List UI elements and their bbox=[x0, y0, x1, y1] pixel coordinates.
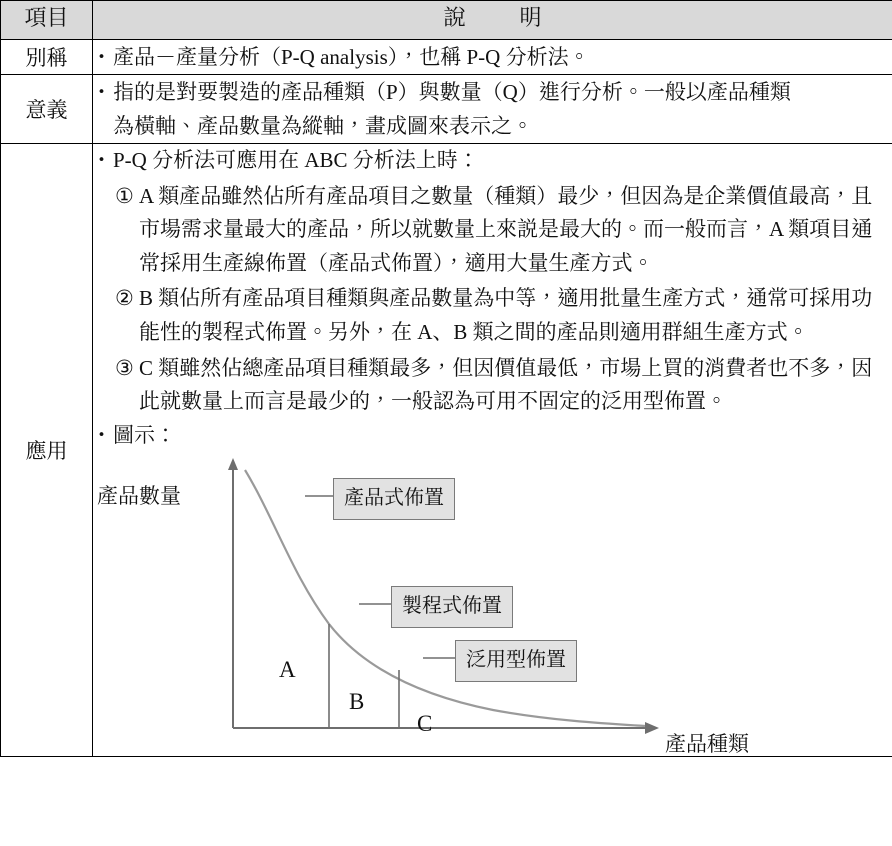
application-item-c-text: C 類雖然佔總產品項目種類最多，但因價值最低，市場上買的消費者也不多，因此就數量上而言是最少的，一般認為可用不固定的泛用型佈置。 bbox=[139, 355, 873, 414]
row-label-meaning: 意義 bbox=[1, 75, 93, 144]
marker-circle-3: ③ bbox=[115, 355, 134, 380]
x-axis-arrow bbox=[645, 722, 659, 734]
table-row bbox=[1, 75, 892, 144]
row-label-alias: 別稱 bbox=[1, 40, 93, 75]
zone-label-a: A bbox=[279, 657, 296, 683]
y-axis-arrow bbox=[228, 458, 238, 470]
alias-line-1: ・ 產品－產量分析（P-Q analysis），也稱 P-Q 分析法。 bbox=[93, 40, 892, 74]
application-item-b-text: B 類佔所有產品項目種類與產品數量為中等，適用批量生產方式，通常可採用功能性的製程式佈置。另外，在 A、B 類之間的產品則適用群組生產方式。 bbox=[139, 286, 873, 345]
y-axis-label: 產品數量 bbox=[97, 484, 181, 509]
row-content-alias bbox=[93, 40, 892, 75]
callout-product-layout: 產品式佈置 bbox=[333, 478, 455, 520]
table-row bbox=[1, 144, 892, 757]
row-content-meaning bbox=[93, 75, 892, 144]
application-item-a bbox=[93, 180, 892, 281]
application-intro: ・ P-Q 分析法可應用在 ABC 分析法上時： bbox=[93, 144, 892, 178]
row-content-application bbox=[93, 144, 892, 757]
figure-caption: ・ 圖示： bbox=[93, 419, 892, 453]
marker-circle-1: ① bbox=[115, 183, 134, 208]
application-item-a-text: A 類產品雖然佔所有產品項目之數量（種類）最少，但因為是企業價值最高，且市場需求量最大的產品，所以就數量上來説是最大的。而一般而言，A 類項目通常採用生產線佈置（產品式佈置），適用大量生產方式。 bbox=[139, 183, 873, 275]
x-axis-label: 產品種類 bbox=[665, 732, 749, 757]
application-item-b bbox=[93, 282, 892, 349]
callout-process-layout: 製程式佈置 bbox=[391, 586, 513, 628]
application-item-c bbox=[93, 352, 892, 419]
marker-circle-2: ② bbox=[115, 286, 134, 311]
header-cell-description: 說 明 bbox=[93, 1, 892, 40]
row-label-application: 應用 bbox=[1, 144, 93, 757]
zone-label-b: B bbox=[349, 689, 365, 715]
table-row bbox=[1, 40, 892, 75]
callout-general-layout: 泛用型佈置 bbox=[455, 640, 577, 682]
table-header-row bbox=[1, 1, 892, 40]
meaning-line-1: ・ 指的是對要製造的產品種類（P）與數量（Q）進行分析。一般以產品種類 bbox=[93, 75, 892, 109]
header-cell-item: 項目 bbox=[1, 1, 93, 40]
pq-chart bbox=[93, 456, 892, 756]
zone-label-c: C bbox=[417, 711, 433, 737]
meaning-line-2: 為橫軸、產品數量為縱軸，畫成圖來表示之。 bbox=[113, 114, 533, 139]
